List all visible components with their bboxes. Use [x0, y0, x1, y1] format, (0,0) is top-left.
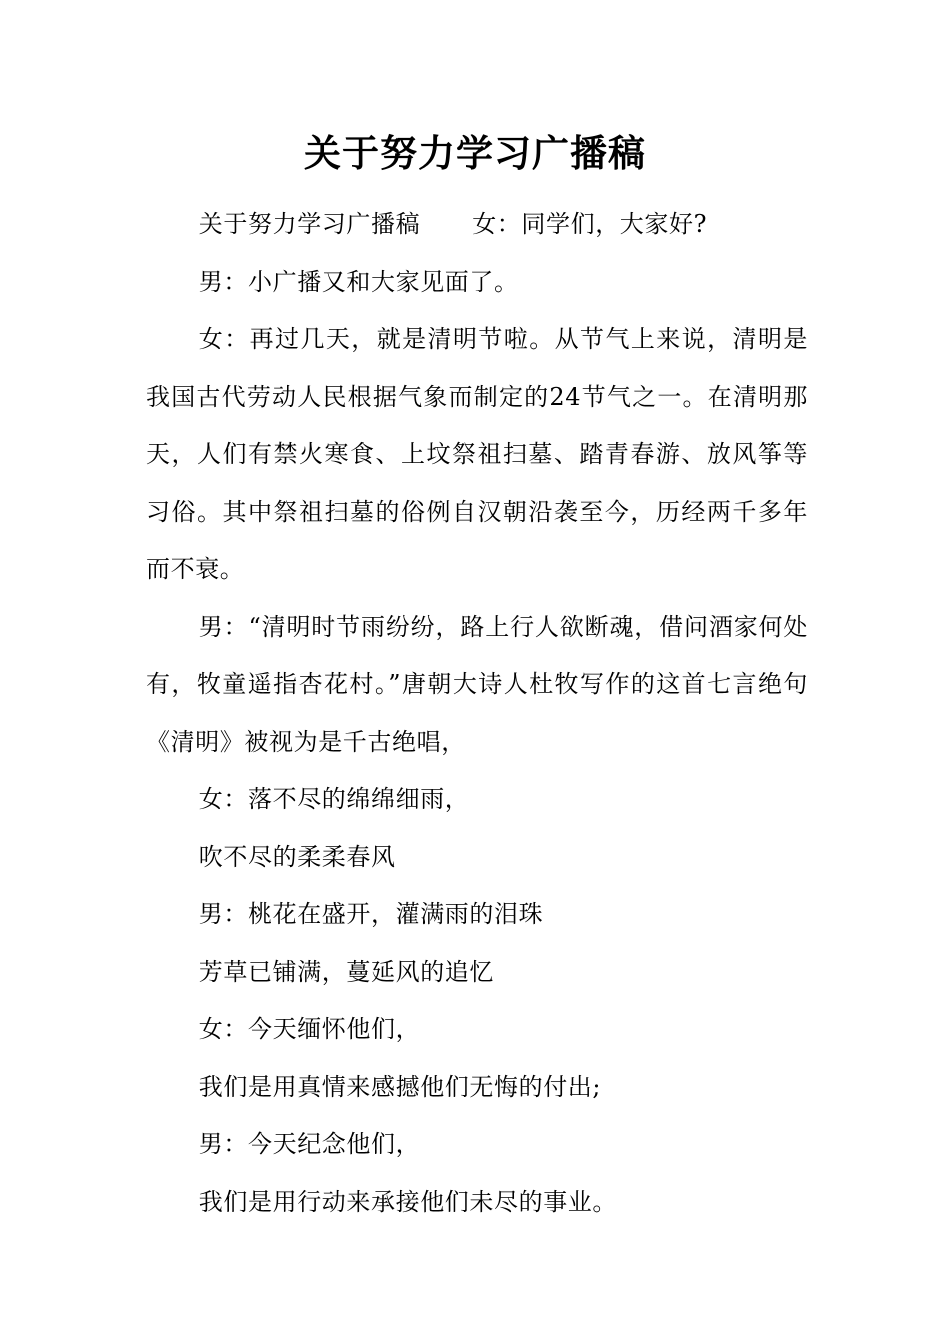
opening-greeting: 女：同学们，大家好?: [472, 210, 708, 238]
paragraph: 我们是用行动来承接他们未尽的事业。: [198, 1187, 617, 1216]
document-body: [146, 196, 808, 1231]
paragraph: 男：小广播又和大家见面了。: [198, 267, 519, 296]
opening-heading: 关于努力学习广播稿: [198, 210, 421, 238]
paragraph: 吹不尽的柔柔春风: [198, 842, 396, 871]
paragraph: 女：今天缅怀他们，: [198, 1015, 421, 1043]
paragraph: 我们是用真情来感撼他们无悔的付出;: [198, 1072, 602, 1101]
document-title: 关于努力学习广播稿: [304, 131, 646, 175]
paragraph: 女：再过几天，就是清明节啦。从节气上来说，清明是我国古代劳动人民根据气象而制定的24节气之一。在清明那天，人们有禁火寒食、上坟祭祖扫墓、踏青春游、放风筝等习俗。其中祭祖扫墓的俗例自汉朝沿袭至今，历经两千多年而不衰。: [146, 325, 808, 583]
paragraph: 男：桃花在盛开，灌满雨的泪珠: [198, 900, 544, 928]
opening-line: [146, 196, 808, 254]
paragraph: 男：“清明时节雨纷纷，路上行人欲断魂，借问酒家何处有，牧童遥指杏花村。”唐朝大诗人杜牧写作的这首七言绝句《清明》被视为是千古绝唱，: [146, 612, 808, 756]
paragraph: 芳草已铺满，蔓延风的追忆: [198, 957, 494, 986]
paragraph: 男：今天纪念他们，: [198, 1130, 421, 1158]
paragraph: 女：落不尽的绵绵细雨，: [198, 785, 470, 813]
